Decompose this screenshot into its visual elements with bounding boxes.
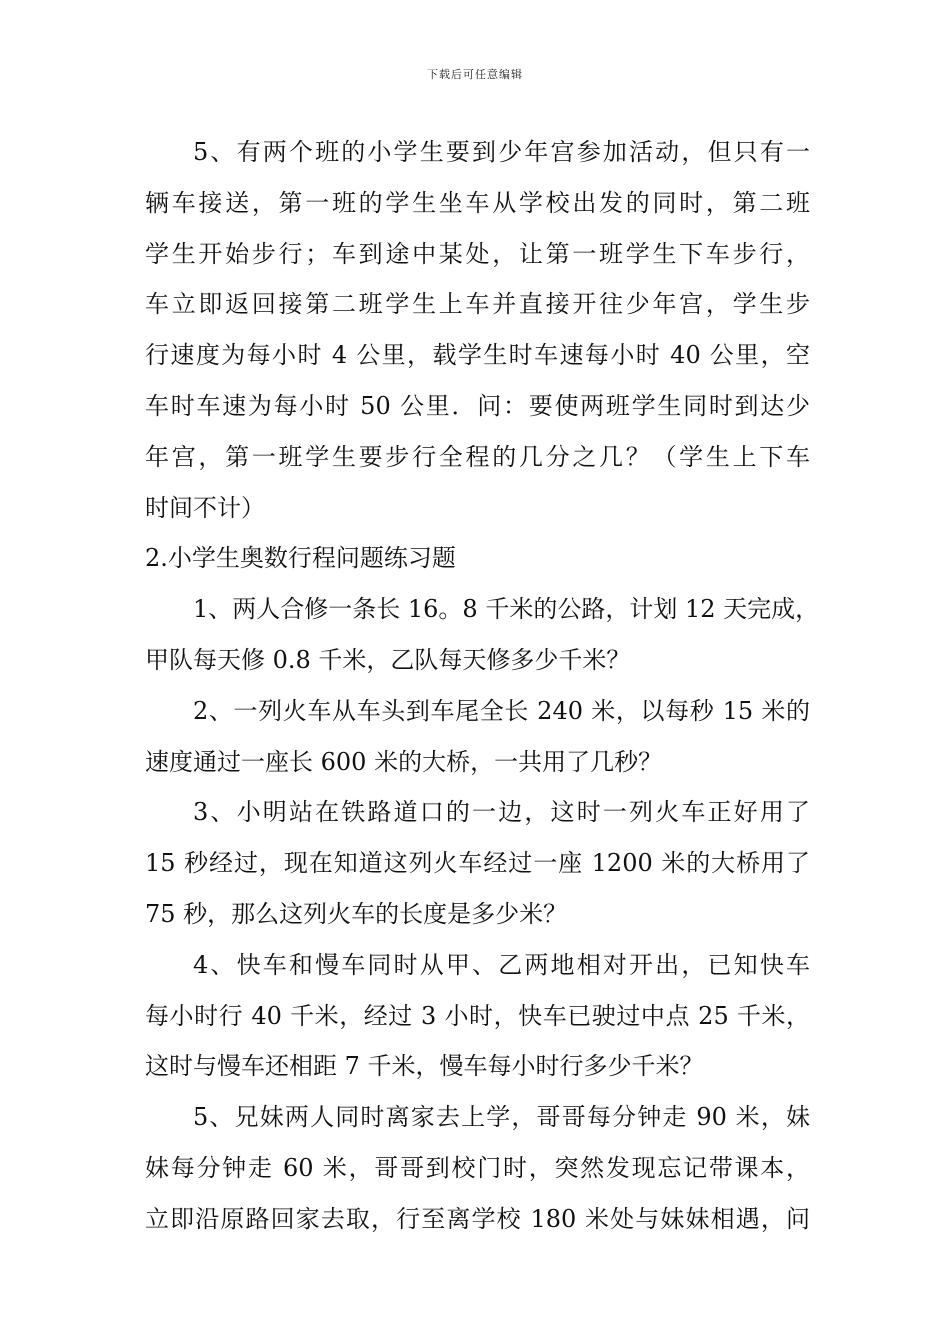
text-line: 2、一列火车从车头到车尾全长 240 米，以每秒 15 米的 <box>193 696 810 725</box>
text-line: 车立即返回接第二班学生上车并直接开往少年宫，学生步 <box>145 290 810 319</box>
text-line: 5、有两个班的小学生要到少年宫参加活动，但只有一 <box>193 138 810 166</box>
text-line: 辆车接送，第一班的学生坐车从学校出发的同时，第二班 <box>145 188 810 217</box>
text-line: 这时与慢车还相距 7 千米，慢车每小时行多少千米？ <box>145 1052 704 1081</box>
text-line: 5、兄妹两人同时离家去上学，哥哥每分钟走 90 米，妹 <box>193 1103 810 1132</box>
text-line: 每小时行 40 千米，经过 3 小时，快车已驶过中点 25 千米， <box>145 1001 810 1030</box>
text-line: 15 秒经过，现在知道这列火车经过一座 1200 米的大桥用了 <box>145 849 810 878</box>
text-line: 立即沿原路回家去取，行至离学校 180 米处与妹妹相遇，问 <box>145 1204 810 1233</box>
text-line: 4、快车和慢车同时从甲、乙两地相对开出，已知快车 <box>193 950 810 979</box>
document-body <box>145 127 820 1245</box>
text-line: 妹每分钟走 60 米，哥哥到校门时，突然发现忘记带课本， <box>145 1153 810 1182</box>
text-line: 3、小明站在铁路道口的一边，这时一列火车正好用了 <box>193 798 810 827</box>
text-line: 75 秒，那么这列火车的长度是多少米？ <box>145 899 568 928</box>
text-line: 速度通过一座长 600 米的大桥，一共用了几秒？ <box>145 747 663 776</box>
text-line: 学生开始步行；车到途中某处，让第一班学生下车步行， <box>145 239 810 268</box>
text-line: 1、两人合修一条长 16。8 千米的公路，计划 12 天完成， <box>193 595 820 624</box>
text-line: 时间不计） <box>145 493 265 522</box>
text-line: 行速度为每小时 4 公里，载学生时车速每小时 40 公里，空 <box>145 341 810 370</box>
header-note: 下载后可任意编辑 <box>427 68 523 81</box>
text-line: 年宫，第一班学生要步行全程的几分之几？（学生上下车 <box>145 442 810 471</box>
text-line: 2.小学生奥数行程问题练习题 <box>145 544 456 573</box>
text-line: 车时车速为每小时 50 公里．问：要使两班学生同时到达少 <box>145 391 810 420</box>
text-line: 甲队每天修 0.8 千米，乙队每天修多少千米？ <box>145 645 631 674</box>
